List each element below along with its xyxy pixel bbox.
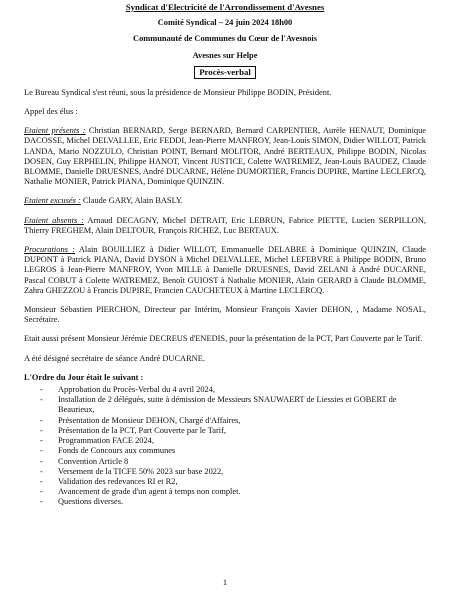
meeting-line: Comité Syndical – 24 juin 2024 18h00 [157, 18, 293, 28]
secretary-paragraph: A été désigné secrétaire de séance André DUCARNE. [24, 353, 205, 363]
absent-paragraph [24, 216, 426, 236]
agenda-item: - Versement de la TICFE 50% 2023 sur base 2022, [40, 467, 426, 477]
agenda-item: - Installation de 2 délégués, suite à démission de Messieurs SNAUWAERT de Liessies et GOBERT de Beaurieux, [40, 395, 426, 415]
page-number: 1 [222, 577, 228, 587]
excused-paragraph [24, 196, 426, 206]
venue-line: Communauté de Communes du Cœur de l'Avesnois [133, 34, 317, 44]
absent-list: Arnaud DECAGNY, Michel DETRAIT, Eric LEBRUN, Fabrice PIETTE, Lucien SERPILLON, Thierry FREGHEM, Alain DELTOUR, François RICHEZ, Luc BERTAUX. [24, 215, 426, 235]
agenda-item: - Fonds de Concours aux communes [40, 446, 426, 456]
excused-label: Etaient excusés : [24, 196, 81, 206]
absent-label: Etaient absents : [24, 215, 84, 225]
doc-type-box: Procès-verbal [194, 66, 256, 79]
town-line: Avesnes sur Helpe [192, 50, 258, 60]
roll-call-label: Appel des élus : [24, 107, 78, 117]
present-label: Etaient présents : [24, 126, 86, 136]
proxies-list: Alain BOUILLIEZ à Didier WILLOT, Emmanuelle DELABRE à Dominique QUINZIN, Claude DUPONT à Patrick PIANA, David DYSON à Michel DELVALLEE, Michel LEFEBVRE à Philippe BODIN, Bruno LEGROS à Jean-Pierre MANFROY, Yvon MILLE à Danielle DRUESNES, David ZELANI à André DUCARNE, Pascal COBUT à Colette WATREMEZ, Benoît GUIOST à Nathalie MONIER, Alain GERARD à Claude BLOMME, Zahra GHEZZOU à Francis DUPIRE, Francien CAUCHETEUX à Martine LECLERCQ. [24, 245, 426, 295]
present-paragraph [24, 126, 426, 187]
doc-type-wrapper [24, 66, 426, 79]
agenda-item: - Validation des redevances RI et R2, [40, 477, 426, 487]
agenda-list [24, 385, 426, 507]
intro-paragraph: Le Bureau Syndical s'est réuni, sous la présidence de Monsieur Philippe BODIN, Président. [24, 87, 332, 97]
agenda-item: - Convention Article 8 [40, 457, 426, 467]
present-list: Christian BERNARD, Serge BERNARD, Bernard CARPENTIER, Aurèle HENAUT, Dominique DACOSSE, Michel DELVALLEE, Eric FEDDI, Jean-Pierre MANFROY, Jean-Louis SIMON, Didier WILLOT, Patrick LANDA, Mario NOZZULO, Christian POINT, Bernard MOLITOR, André BERTEAUX, Philippe BODIN, Nicolas DOSEN, Guy ERPHELIN, Philippe HANOT, Vincent JUSTICE, Colette WATREMEZ, Jean-Louis BAUDEZ, Claude BLOMME, Danielle DRUESNES, André DUCARNE, Hélène DUMORTIER, Francis DUPIRE, Martine LECLERCQ, Nathalie MONIER, Patrick PIANA, Dominique QUINZIN. [24, 126, 426, 187]
agenda-item: - Questions diverses. [40, 497, 426, 507]
proxies-paragraph [24, 245, 426, 296]
agenda-item: - Approbation du Procès-Verbal du 4 avril 2024, [40, 385, 426, 395]
agenda-item: - Avancement de grade d'un agent à temps non complet. [40, 487, 426, 497]
document-title: Syndicat d'Electricité de l'Arrondissement d'Avesnes [125, 2, 325, 12]
excused-list: Claude GARY, Alain BASLY. [80, 196, 183, 206]
proxies-label: Procurations : [24, 245, 76, 255]
agenda-item: - Présentation de Monsieur DEHON, Chargé d'Affaires, [40, 416, 426, 426]
staff-paragraph: Monsieur Sébastien PIERCHON, Directeur par Intérim, Monsieur François Xavier DEHON, , Madame NOSAL, Secrétaire. [24, 305, 426, 325]
agenda-item: - Programmation FACE 2024, [40, 436, 426, 446]
agenda-item: - Présentation de la PCT, Part Couverte par le Tarif, [40, 426, 426, 436]
agenda-heading: L'Ordre du Jour était le suivant : [24, 372, 144, 382]
guest-paragraph: Etait aussi présent Monsieur Jérémie DECREUS d'ENEDIS, pour la présentation de la PCT, Part Couverte par le Tarif. [24, 334, 423, 344]
